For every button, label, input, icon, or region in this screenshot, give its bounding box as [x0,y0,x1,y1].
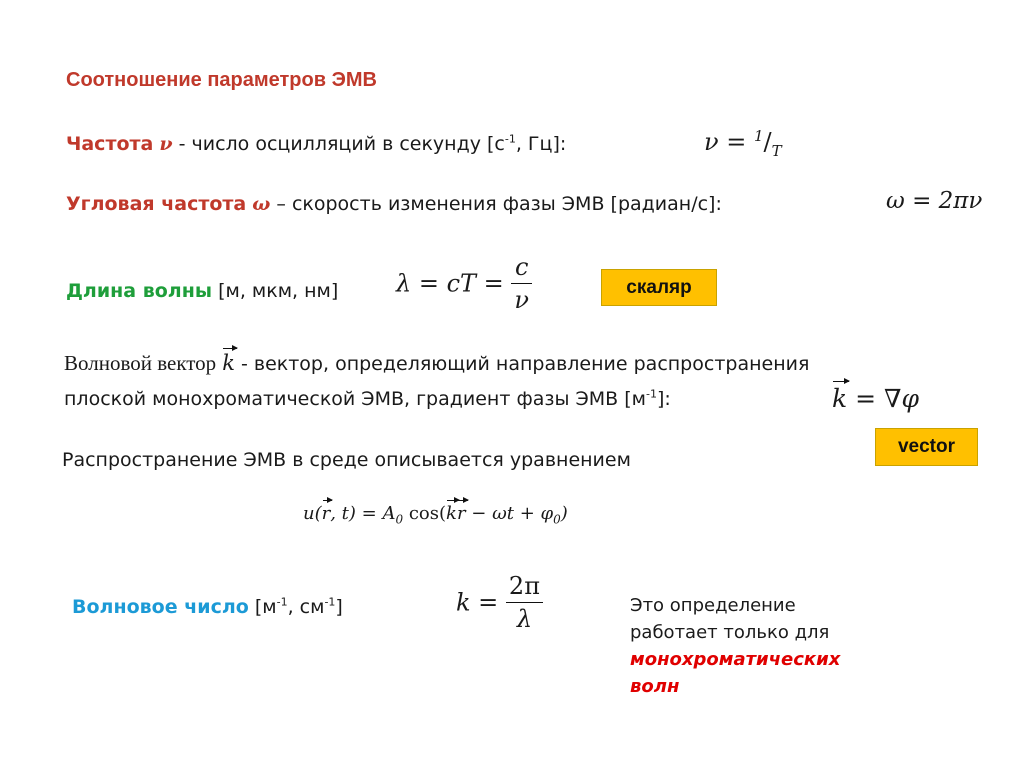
wavenumber-fraction [506,572,543,633]
note-line2: работает только для [630,622,830,643]
wavenumber-units-a: [м [248,596,277,618]
wavevector-line1 [64,351,809,376]
angular-symbol: ω [252,193,271,215]
wavenumber-sup-b: -1 [324,595,336,609]
eq-k: k [446,503,457,524]
eq-sub1: 0 [553,512,561,527]
wavenumber-frac-den: λ [506,602,543,633]
wavelength-formula [396,253,532,314]
wavevector-line1-rest: - вектор, определяющий направление распространения [234,353,810,375]
wavevector-line2-text: плоской монохроматической ЭМВ, градиент фазы ЭМВ [м [64,388,646,410]
frequency-term: Частота [66,133,154,155]
wavevector-formula-rest: = ∇φ [847,384,919,413]
angular-desc: – скорость изменения фазы ЭМВ [радиан/с]: [270,193,722,215]
propagation-text: Распространение ЭМВ в среде описывается уравнением [62,449,631,471]
eq-cos: cos( [403,503,447,524]
vector-badge: vector [875,428,978,466]
frequency-line [66,133,566,155]
eq-u: u( [303,503,322,524]
wavenumber-units-c: ] [335,596,343,618]
wavenumber-frac-num: 2π [508,572,540,600]
propagation-equation [303,503,568,527]
scalar-badge: скаляр [601,269,717,306]
eq-tail: − ωt + φ [465,503,554,524]
eq-sub0: 0 [395,512,404,527]
frequency-unit-tail: , Гц]: [515,133,567,155]
frequency-formula-num: 1 [753,127,764,145]
angular-line [66,193,722,215]
angular-formula: ω = 2πν [886,188,983,214]
frequency-formula-den: T [771,141,782,160]
wavelength-line [66,280,338,302]
eq-close: ) [560,503,568,524]
wavelength-frac-den: ν [511,283,532,314]
frequency-symbol: ν [159,133,173,155]
wavelength-frac-num: c [514,253,529,281]
wavelength-formula-lhs: λ = cT = [396,269,512,298]
wavevector-formula-k: k [832,384,848,413]
wavenumber-formula [456,572,543,633]
note-line3: монохроматических [630,649,841,670]
wavevector-symbol: k [222,351,235,375]
wavenumber-formula-lhs: k = [456,588,506,617]
wavevector-line2-tail: ]: [656,388,671,410]
wavenumber-units-b: , см [287,596,325,618]
frequency-formula-lhs: ν = [704,128,754,156]
wavenumber-line [72,596,343,618]
page-title: Соотношение параметров ЭМВ [66,69,377,91]
angular-term: Угловая частота [66,193,247,215]
wavevector-lead: Волновой вектор [64,351,217,375]
eq-r2: r [456,503,466,524]
eq-mid: , t) = A [330,503,396,524]
note-line1: Это определение [630,595,796,616]
wavevector-line2 [64,388,671,410]
frequency-unit-sup: -1 [504,132,516,146]
monochromatic-note [630,592,840,700]
frequency-formula: $\nu = ^1/_T$ [704,127,782,160]
wavelength-fraction [511,253,532,314]
wavevector-line2-sup: -1 [645,387,657,401]
wavelength-term: Длина волны [66,280,213,302]
eq-r: r [321,503,331,524]
wavenumber-sup-a: -1 [276,595,288,609]
wavevector-formula [832,384,919,413]
note-line4: волн [630,676,680,697]
frequency-desc: - число осцилляций в секунду [с [172,133,505,155]
wavenumber-term: Волновое число [72,596,249,618]
wavelength-units: [м, мкм, нм] [212,280,339,302]
